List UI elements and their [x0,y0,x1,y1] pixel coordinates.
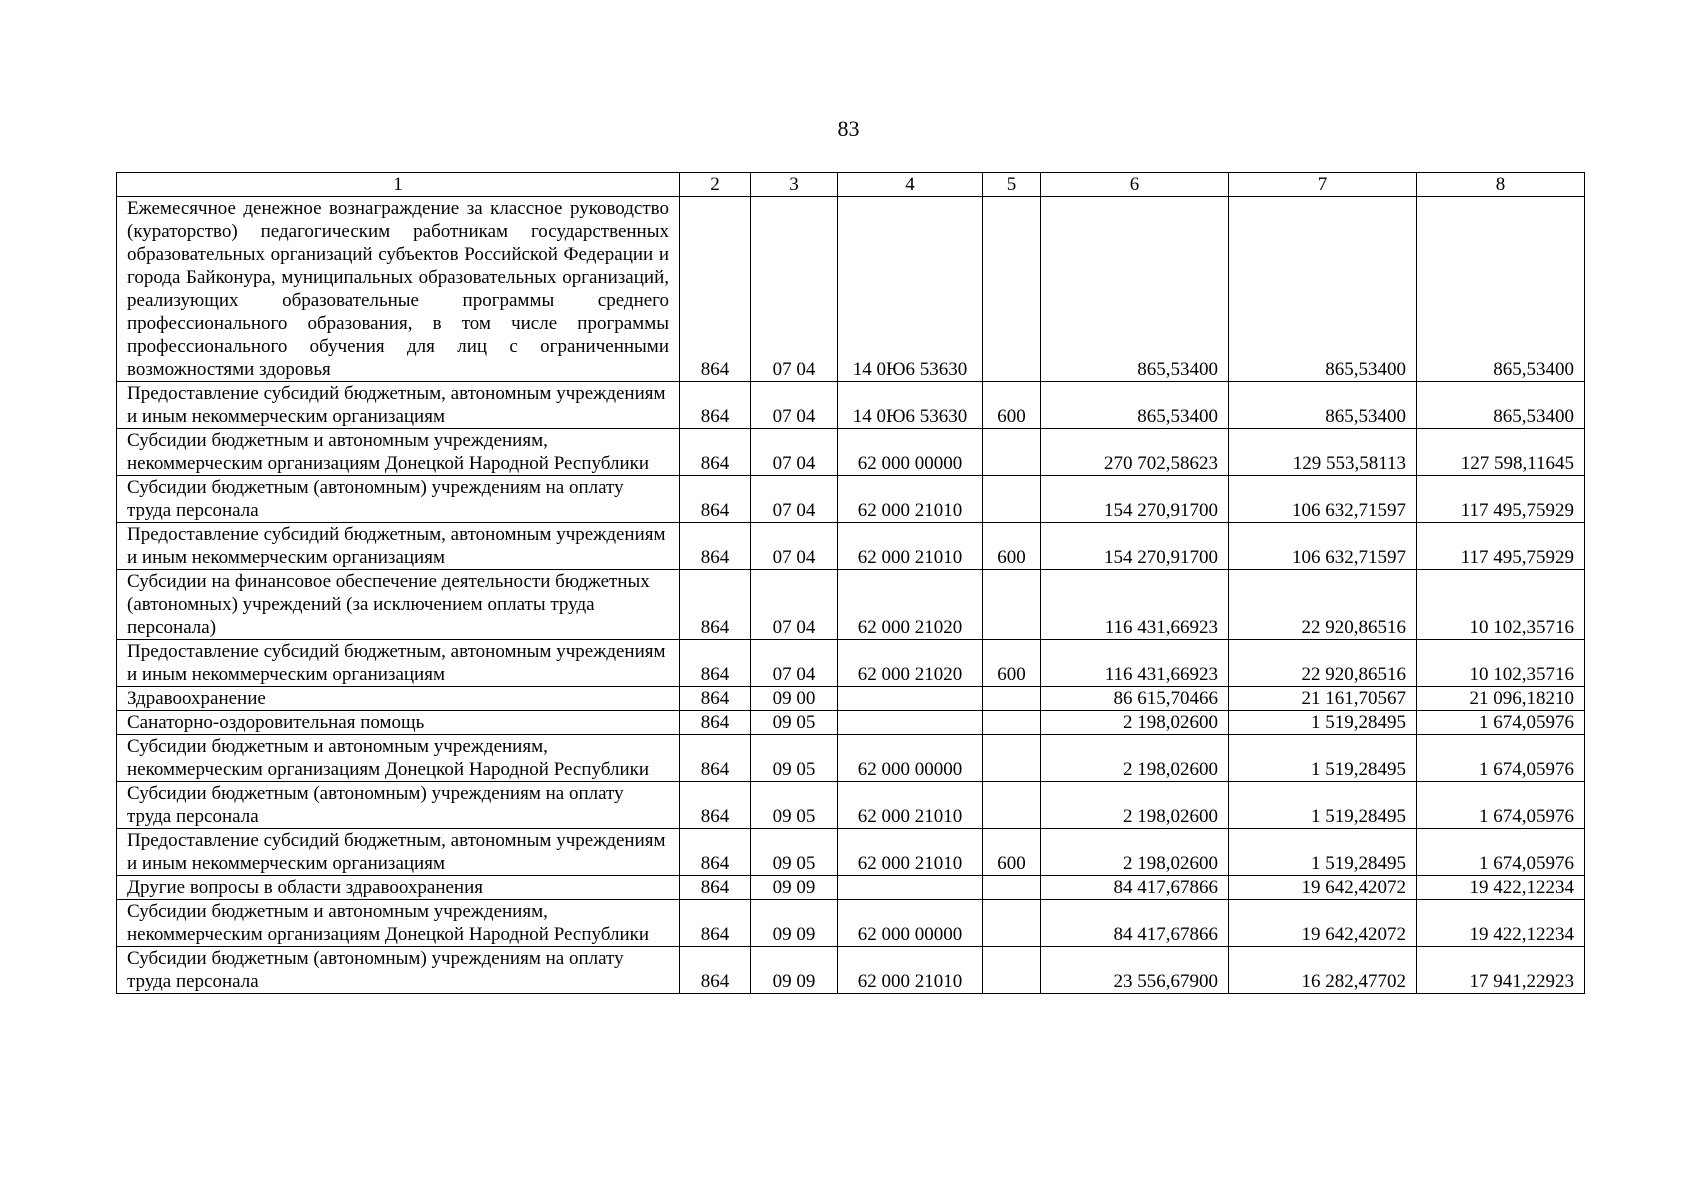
row-name: Предоставление субсидий бюджетным, автономным учреждениям и иным некоммерческим организациям [117,640,680,687]
ministry-code: 864 [680,476,751,523]
section-code: 07 04 [751,382,838,429]
ministry-code: 864 [680,947,751,994]
row-name: Субсидии бюджетным и автономным учреждениям, некоммерческим организациям Донецкой Народной Республики [117,735,680,782]
amount-3: 1 674,05976 [1417,735,1585,782]
row-name: Здравоохранение [117,687,680,711]
table-row [117,429,1585,476]
amount-1: 84 417,67866 [1041,876,1229,900]
section-code: 09 00 [751,687,838,711]
ministry-code: 864 [680,570,751,640]
table-row [117,382,1585,429]
amount-3: 19 422,12234 [1417,900,1585,947]
expense-type [983,197,1041,382]
expense-type [983,476,1041,523]
amount-2: 106 632,71597 [1229,523,1417,570]
budget-table [116,172,1585,994]
section-code: 07 04 [751,640,838,687]
ministry-code: 864 [680,640,751,687]
section-code: 07 04 [751,570,838,640]
amount-1: 270 702,58623 [1041,429,1229,476]
ministry-code: 864 [680,782,751,829]
table-row [117,829,1585,876]
table-row [117,687,1585,711]
target-article: 62 000 00000 [838,429,983,476]
expense-type: 600 [983,382,1041,429]
amount-2: 19 642,42072 [1229,900,1417,947]
column-header: 5 [983,173,1041,197]
ministry-code: 864 [680,735,751,782]
table-row [117,735,1585,782]
expense-type: 600 [983,523,1041,570]
amount-3: 865,53400 [1417,382,1585,429]
column-header: 6 [1041,173,1229,197]
amount-2: 1 519,28495 [1229,735,1417,782]
row-name: Субсидии на финансовое обеспечение деятельности бюджетных (автономных) учреждений (за исключением оплаты труда персонала) [117,570,680,640]
table-row [117,782,1585,829]
expense-type [983,429,1041,476]
row-name: Субсидии бюджетным и автономным учреждениям, некоммерческим организациям Донецкой Народной Республики [117,429,680,476]
table-row [117,197,1585,382]
section-code: 07 04 [751,523,838,570]
target-article: 62 000 00000 [838,735,983,782]
table-row [117,523,1585,570]
column-header: 8 [1417,173,1585,197]
target-article: 62 000 21020 [838,570,983,640]
column-header: 3 [751,173,838,197]
target-article [838,876,983,900]
amount-1: 23 556,67900 [1041,947,1229,994]
row-name: Предоставление субсидий бюджетным, автономным учреждениям и иным некоммерческим организациям [117,523,680,570]
section-code: 07 04 [751,197,838,382]
target-article: 62 000 21010 [838,947,983,994]
section-code: 09 09 [751,947,838,994]
amount-3: 1 674,05976 [1417,782,1585,829]
expense-type [983,735,1041,782]
amount-3: 127 598,11645 [1417,429,1585,476]
target-article [838,687,983,711]
column-header: 4 [838,173,983,197]
section-code: 09 09 [751,876,838,900]
expense-type: 600 [983,640,1041,687]
amount-2: 865,53400 [1229,382,1417,429]
amount-1: 865,53400 [1041,197,1229,382]
target-article: 62 000 00000 [838,900,983,947]
row-name: Субсидии бюджетным (автономным) учреждениям на оплату труда персонала [117,782,680,829]
table-row [117,476,1585,523]
table-row [117,900,1585,947]
section-code: 07 04 [751,429,838,476]
target-article: 62 000 21020 [838,640,983,687]
amount-2: 21 161,70567 [1229,687,1417,711]
amount-2: 129 553,58113 [1229,429,1417,476]
amount-1: 2 198,02600 [1041,782,1229,829]
amount-1: 2 198,02600 [1041,711,1229,735]
table-row [117,947,1585,994]
amount-1: 2 198,02600 [1041,829,1229,876]
amount-2: 1 519,28495 [1229,711,1417,735]
amount-1: 86 615,70466 [1041,687,1229,711]
row-name: Санаторно-оздоровительная помощь [117,711,680,735]
amount-3: 10 102,35716 [1417,570,1585,640]
amount-3: 865,53400 [1417,197,1585,382]
amount-2: 1 519,28495 [1229,782,1417,829]
ministry-code: 864 [680,687,751,711]
target-article: 62 000 21010 [838,782,983,829]
amount-1: 116 431,66923 [1041,640,1229,687]
ministry-code: 864 [680,197,751,382]
page-number: 83 [837,116,860,141]
row-name: Субсидии бюджетным (автономным) учреждениям на оплату труда персонала [117,476,680,523]
ministry-code: 864 [680,876,751,900]
column-header: 2 [680,173,751,197]
table-row [117,876,1585,900]
row-name: Субсидии бюджетным и автономным учреждениям, некоммерческим организациям Донецкой Народной Республики [117,900,680,947]
table-row [117,640,1585,687]
row-name: Другие вопросы в области здравоохранения [117,876,680,900]
ministry-code: 864 [680,829,751,876]
row-name: Субсидии бюджетным (автономным) учреждениям на оплату труда персонала [117,947,680,994]
ministry-code: 864 [680,523,751,570]
amount-2: 22 920,86516 [1229,640,1417,687]
amount-3: 1 674,05976 [1417,829,1585,876]
ministry-code: 864 [680,900,751,947]
section-code: 07 04 [751,476,838,523]
expense-type [983,687,1041,711]
expense-type [983,900,1041,947]
ministry-code: 864 [680,711,751,735]
section-code: 09 05 [751,735,838,782]
amount-3: 10 102,35716 [1417,640,1585,687]
amount-2: 19 642,42072 [1229,876,1417,900]
amount-3: 21 096,18210 [1417,687,1585,711]
amount-3: 117 495,75929 [1417,523,1585,570]
expense-type: 600 [983,829,1041,876]
table-row [117,711,1585,735]
amount-1: 2 198,02600 [1041,735,1229,782]
target-article: 14 0Ю6 53630 [838,382,983,429]
amount-1: 154 270,91700 [1041,476,1229,523]
expense-type [983,876,1041,900]
amount-1: 84 417,67866 [1041,900,1229,947]
amount-2: 22 920,86516 [1229,570,1417,640]
ministry-code: 864 [680,382,751,429]
target-article [838,711,983,735]
amount-2: 865,53400 [1229,197,1417,382]
section-code: 09 05 [751,711,838,735]
amount-3: 19 422,12234 [1417,876,1585,900]
table-row [117,570,1585,640]
target-article: 62 000 21010 [838,829,983,876]
amount-3: 1 674,05976 [1417,711,1585,735]
amount-2: 106 632,71597 [1229,476,1417,523]
target-article: 62 000 21010 [838,476,983,523]
column-number-row [117,173,1585,197]
target-article: 14 0Ю6 53630 [838,197,983,382]
amount-1: 116 431,66923 [1041,570,1229,640]
section-code: 09 09 [751,900,838,947]
expense-type [983,711,1041,735]
column-header: 7 [1229,173,1417,197]
column-header: 1 [117,173,680,197]
amount-3: 117 495,75929 [1417,476,1585,523]
ministry-code: 864 [680,429,751,476]
row-name: Ежемесячное денежное вознаграждение за классное руководство (кураторство) педагогическим работникам государственных образовательных организаций субъектов Российской Федерации и города Байконура, муниципальных образовательных организаций, реализующих образовательные программы среднего профессионального образования, в том числе программы профессионального обучения для лиц с ограниченными возможностями здоровья [117,197,680,382]
amount-3: 17 941,22923 [1417,947,1585,994]
section-code: 09 05 [751,782,838,829]
amount-1: 154 270,91700 [1041,523,1229,570]
amount-2: 16 282,47702 [1229,947,1417,994]
amount-2: 1 519,28495 [1229,829,1417,876]
expense-type [983,947,1041,994]
target-article: 62 000 21010 [838,523,983,570]
expense-type [983,570,1041,640]
row-name: Предоставление субсидий бюджетным, автономным учреждениям и иным некоммерческим организациям [117,829,680,876]
amount-1: 865,53400 [1041,382,1229,429]
expense-type [983,782,1041,829]
section-code: 09 05 [751,829,838,876]
row-name: Предоставление субсидий бюджетным, автономным учреждениям и иным некоммерческим организациям [117,382,680,429]
